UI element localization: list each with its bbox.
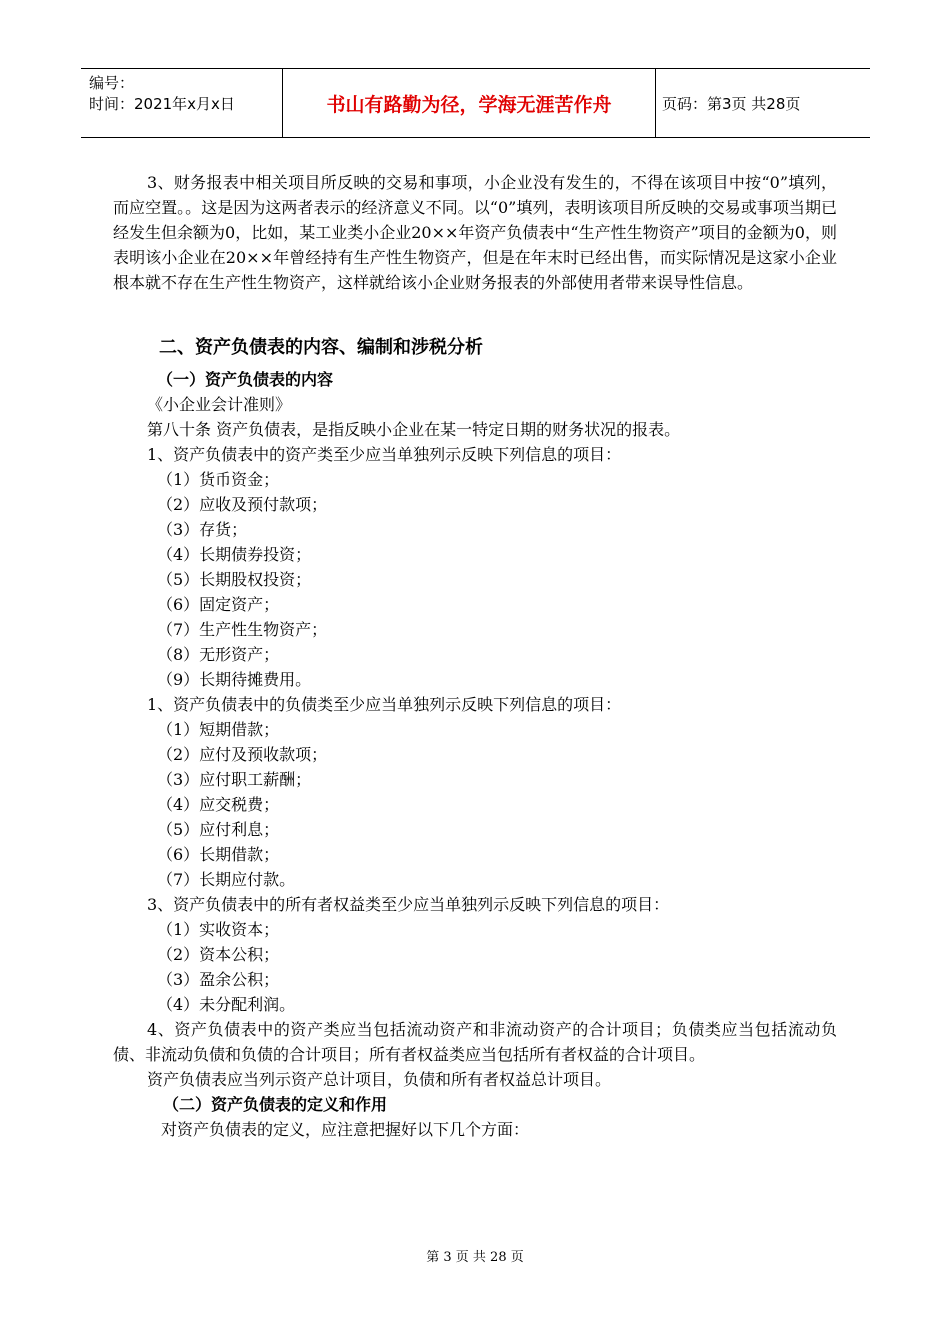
header-meta-cell (81, 69, 283, 137)
article-80: 第八十条 资产负债表，是指反映小企业在某一特定日期的财务状况的报表。 (147, 420, 681, 439)
list-item: （2）应收及预付款项； (157, 495, 328, 514)
number-label: 编号： (89, 74, 135, 92)
list-item: （2）应付及预收款项； (157, 745, 328, 764)
paragraph-zero-fill: 3、财务报表中相关项目所反映的交易和事项，小企业没有发生的，不得在该项目中按“0”填列，而应空置。。这是因为这两者表示的经济意义不同。以“0”填列，表明该项目所反映的交易或事项当期已经发生但余额为0，比如，某工业类小企业20××年资产负债表中“生产性生物资产”项目的金额为0，则表明该小企业在20××年曾经持有生产性生物资产，但是在年末时已经出售，而实际情况是这家小企业根本就不存在生产性生物资产，这样就给该小企业财务报表的外部使用者带来误导性信息。 (113, 173, 837, 292)
subsection-title-content: （一）资产负债表的内容 (157, 370, 334, 389)
list-item: （6）固定资产； (157, 595, 280, 614)
list-item: （4）应交税费； (157, 795, 280, 814)
list-item: （5）应付利息； (157, 820, 280, 839)
liabilities-list (113, 717, 837, 892)
page-info: 页码：第3页 共28页 (662, 94, 801, 113)
subsection-title-definition: （二）资产负债表的定义和作用 (163, 1095, 388, 1114)
assets-list (113, 467, 837, 692)
rule-reference: 《小企业会计准则》 (147, 395, 292, 414)
list-item: （3）存货； (157, 520, 248, 539)
time-label: 时间：2021年x月x日 (89, 95, 235, 113)
list-item: （4）未分配利润。 (157, 995, 296, 1014)
list-item: （3）盈余公积； (157, 970, 280, 989)
list-item: （6）长期借款； (157, 845, 280, 864)
list-item: （7）生产性生物资产； (157, 620, 328, 639)
page-footer: 第 3 页 共 28 页 (426, 1250, 524, 1265)
motto: 书山有路勤为径，学海无涯苦作舟 (283, 69, 656, 137)
list-item: （8）无形资产； (157, 645, 280, 664)
list-item: （5）长期股权投资； (157, 570, 312, 589)
section-title: 二、资产负债表的内容、编制和涉税分析 (159, 337, 483, 358)
list-item: （3）应付职工薪酬； (157, 770, 312, 789)
definition-intro: 对资产负债表的定义，应注意把握好以下几个方面： (161, 1120, 530, 1139)
document-body (113, 170, 837, 1142)
list-item: （4）长期债券投资； (157, 545, 312, 564)
assets-intro: 1、资产负债表中的资产类至少应当单独列示反映下列信息的项目： (147, 445, 622, 464)
header-table (81, 68, 870, 138)
equity-list (113, 917, 837, 1017)
list-item: （1）短期借款； (157, 720, 280, 739)
list-item: （7）长期应付款。 (157, 870, 296, 889)
list-item: （1）实收资本； (157, 920, 280, 939)
list-item: （9）长期待摊费用。 (157, 670, 312, 689)
paragraph-totals-items: 4、资产负债表中的资产类应当包括流动资产和非流动资产的合计项目；负债类应当包括流动负债、非流动负债和负债的合计项目；所有者权益类应当包括所有者权益的合计项目。 (113, 1020, 837, 1064)
paragraph-grand-totals: 资产负债表应当列示资产总计项目，负债和所有者权益总计项目。 (147, 1070, 612, 1089)
list-item: （2）资本公积； (157, 945, 280, 964)
liabilities-intro: 1、资产负债表中的负债类至少应当单独列示反映下列信息的项目： (147, 695, 622, 714)
list-item: （1）货币资金； (157, 470, 280, 489)
equity-intro: 3、资产负债表中的所有者权益类至少应当单独列示反映下列信息的项目： (147, 895, 670, 914)
